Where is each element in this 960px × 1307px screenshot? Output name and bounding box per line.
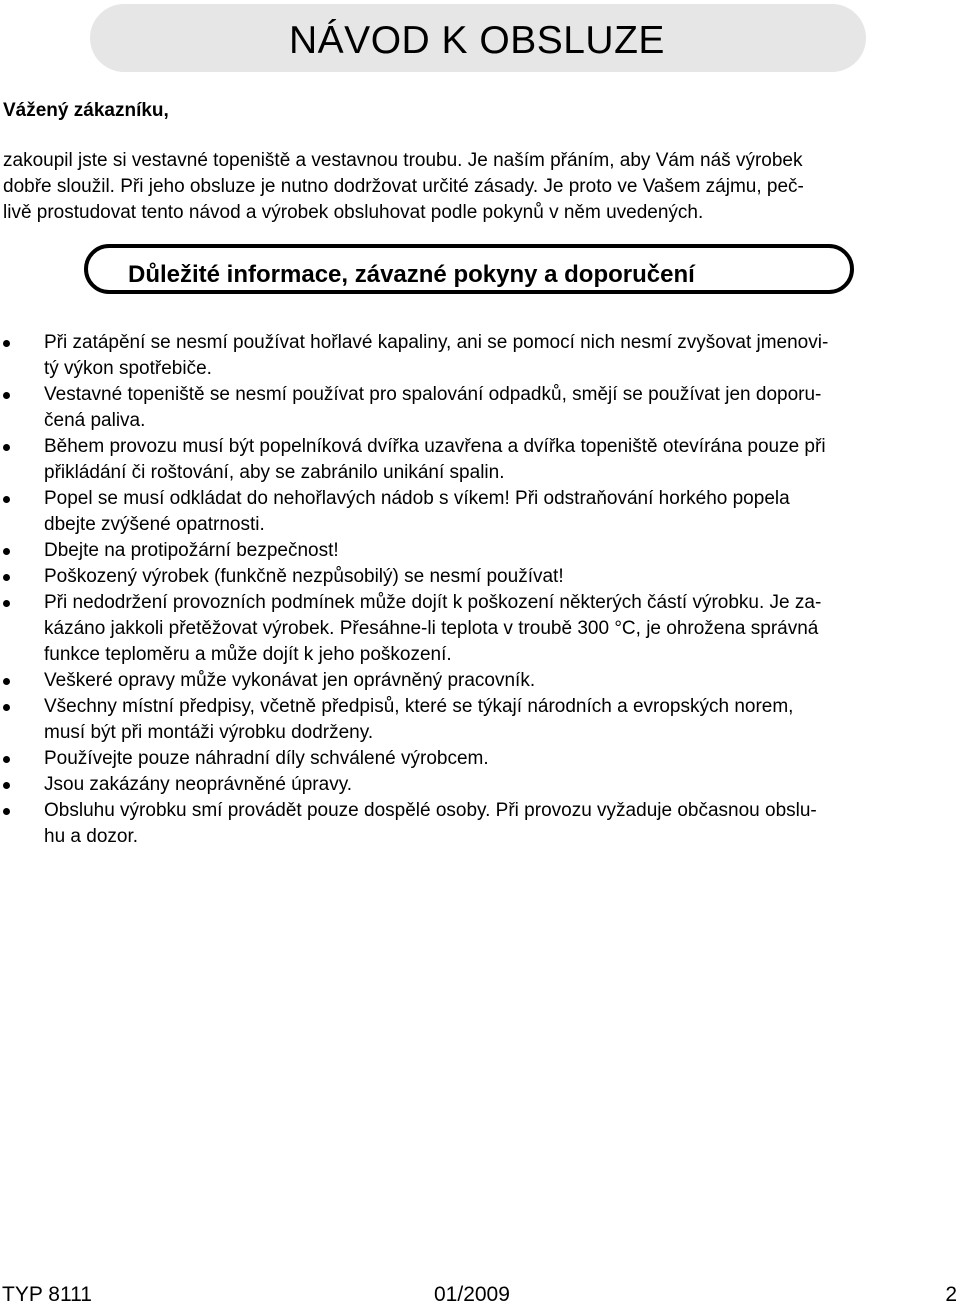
list-item: [0, 590, 960, 668]
list-item: [0, 564, 960, 590]
list-item-line: Popel se musí odkládat do nehořlavých nádob s víkem! Při odstraňování horkého popela: [44, 488, 790, 509]
list-item: [0, 434, 960, 486]
list-item-line: funkce teploměru a může dojít k jeho poškození.: [44, 644, 452, 665]
list-item-line: Všechny místní předpisy, včetně předpisů, které se týkají národních a evropských norem,: [44, 696, 794, 717]
list-item-line: Během provozu musí být popelníková dvířka uzavřena a dvířka topeniště otevírána pouze při: [44, 436, 826, 457]
list-item: [0, 486, 960, 538]
list-item-line: Obsluhu výrobku smí provádět pouze dospělé osoby. Při provozu vyžaduje občasnou obslu-: [44, 800, 817, 821]
list-item-line: dbejte zvýšené opatrnosti.: [44, 514, 265, 535]
list-item-line: hu a dozor.: [44, 826, 139, 847]
list-item-line: přikládání či roštování, aby se zabránilo unikání spalin.: [44, 462, 505, 483]
instruction-list: [0, 330, 960, 850]
greeting: Vážený zákazníku,: [3, 100, 169, 121]
list-item: [0, 538, 960, 564]
list-item-line: Při nedodržení provozních podmínek může dojít k poškození některých částí výrobku. Je za-: [44, 592, 822, 613]
list-item: [0, 798, 960, 850]
footer-model: TYP 8111: [2, 1283, 92, 1306]
intro-line: zakoupil jste si vestavné topeniště a vestavnou troubu. Je naším přáním, aby Vám náš výrobek: [3, 150, 803, 171]
important-heading: Důležité informace, závazné pokyny a doporučení: [128, 261, 695, 288]
intro-line: livě prostudovat tento návod a výrobek obsluhovat podle pokynů v něm uvedených.: [3, 202, 704, 223]
list-item: [0, 746, 960, 772]
footer-page-number: 2: [945, 1283, 957, 1306]
list-item-line: Při zatápění se nesmí používat hořlavé kapaliny, ani se pomocí nich nesmí zvyšovat jmenovi-: [44, 332, 829, 353]
footer-date: 01/2009: [434, 1283, 510, 1306]
list-item: [0, 772, 960, 798]
list-item-line: Vestavné topeniště se nesmí používat pro spalování odpadků, smějí se používat jen doporu-: [44, 384, 822, 405]
list-item-line: tý výkon spotřebiče.: [44, 358, 212, 379]
list-item-line: Jsou zakázány neoprávněné úpravy.: [44, 774, 353, 795]
list-item: [0, 382, 960, 434]
list-item-line: Používejte pouze náhradní díly schválené výrobcem.: [44, 748, 489, 769]
list-item-line: čená paliva.: [44, 410, 146, 431]
page-title: NÁVOD K OBSLUZE: [289, 19, 665, 62]
list-item: [0, 330, 960, 382]
list-item: [0, 668, 960, 694]
list-item-line: Veškeré opravy může vykonávat jen oprávněný pracovník.: [44, 670, 536, 691]
list-item-line: musí být při montáži výrobku dodrženy.: [44, 722, 374, 743]
intro-line: dobře sloužil. Při jeho obsluze je nutno dodržovat určité zásady. Je proto ve Vašem zájmu, peč-: [3, 176, 804, 197]
list-item-line: kázáno jakkoli přetěžovat výrobek. Přesáhne-li teplota v troubě 300 °C, je ohrožena správná: [44, 618, 819, 639]
list-item-line: Poškozený výrobek (funkčně nezpůsobilý) se nesmí používat!: [44, 566, 564, 587]
list-item-line: Dbejte na protipožární bezpečnost!: [44, 540, 339, 561]
intro-paragraph: [3, 148, 957, 226]
list-item: [0, 694, 960, 746]
